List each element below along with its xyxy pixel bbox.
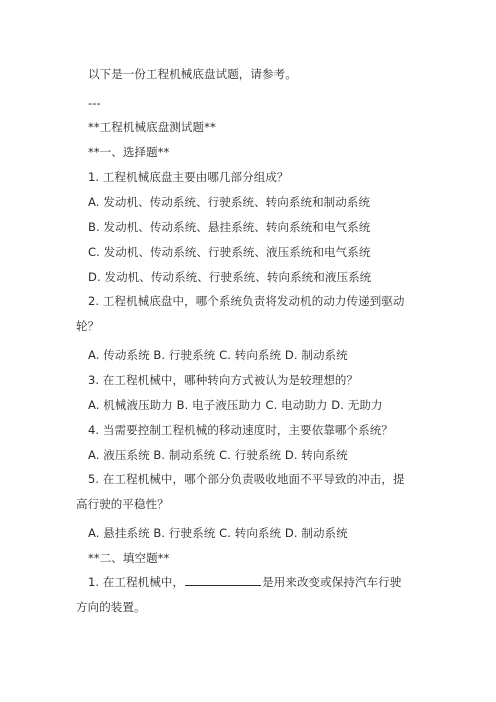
- answer-blank[interactable]: [185, 574, 261, 586]
- intro-text: 以下是一份工程机械底盘试题，请参考。: [88, 67, 297, 81]
- question-1-option-a: A. 发动机、传动系统、行驶系统、转向系统和制动系统: [88, 195, 371, 209]
- question-1-option-d: D. 发动机、传动系统、行驶系统、转向系统和液压系统: [88, 270, 372, 284]
- question-1-option-c: C. 发动机、传动系统、行驶系统、液压系统和电气系统: [88, 245, 371, 259]
- question-5: 5. 在工程机械中，哪个部分负责吸收地面不平导致的冲击，提高行驶的平稳性？: [76, 472, 405, 511]
- question-4-options: A. 液压系统 B. 制动系统 C. 行驶系统 D. 转向系统: [88, 448, 348, 462]
- separator: ---: [88, 96, 101, 110]
- document-title: **工程机械底盘测试题**: [88, 120, 216, 134]
- section-heading-choice: **一、选择题**: [88, 145, 170, 159]
- fill-question-1: [76, 570, 411, 620]
- question-1: 1. 工程机械底盘主要由哪几部分组成？: [88, 170, 289, 184]
- question-1-option-b: B. 发动机、传动系统、悬挂系统、转向系统和电气系统: [88, 220, 371, 234]
- question-5-options: A. 悬挂系统 B. 行驶系统 C. 转向系统 D. 制动系统: [88, 526, 348, 540]
- question-4: 4. 当需要控制工程机械的移动速度时，主要依靠哪个系统？: [88, 423, 393, 437]
- fill-question-1-suffix: 是用来改变或保持汽车行驶方向的装置。: [76, 575, 402, 614]
- section-heading-fill: **二、填空题**: [88, 551, 170, 565]
- question-2-options: A. 传动系统 B. 行驶系统 C. 转向系统 D. 制动系统: [88, 348, 348, 362]
- question-3-options: A. 机械液压助力 B. 电子液压助力 C. 电动助力 D. 无助力: [88, 398, 383, 412]
- fill-question-1-prefix: 1. 在工程机械中，: [88, 575, 185, 589]
- question-2: 2. 工程机械底盘中，哪个系统负责将发动机的动力传递到驱动轮？: [76, 294, 405, 333]
- question-3: 3. 在工程机械中，哪种转向方式被认为是较理想的？: [88, 373, 359, 387]
